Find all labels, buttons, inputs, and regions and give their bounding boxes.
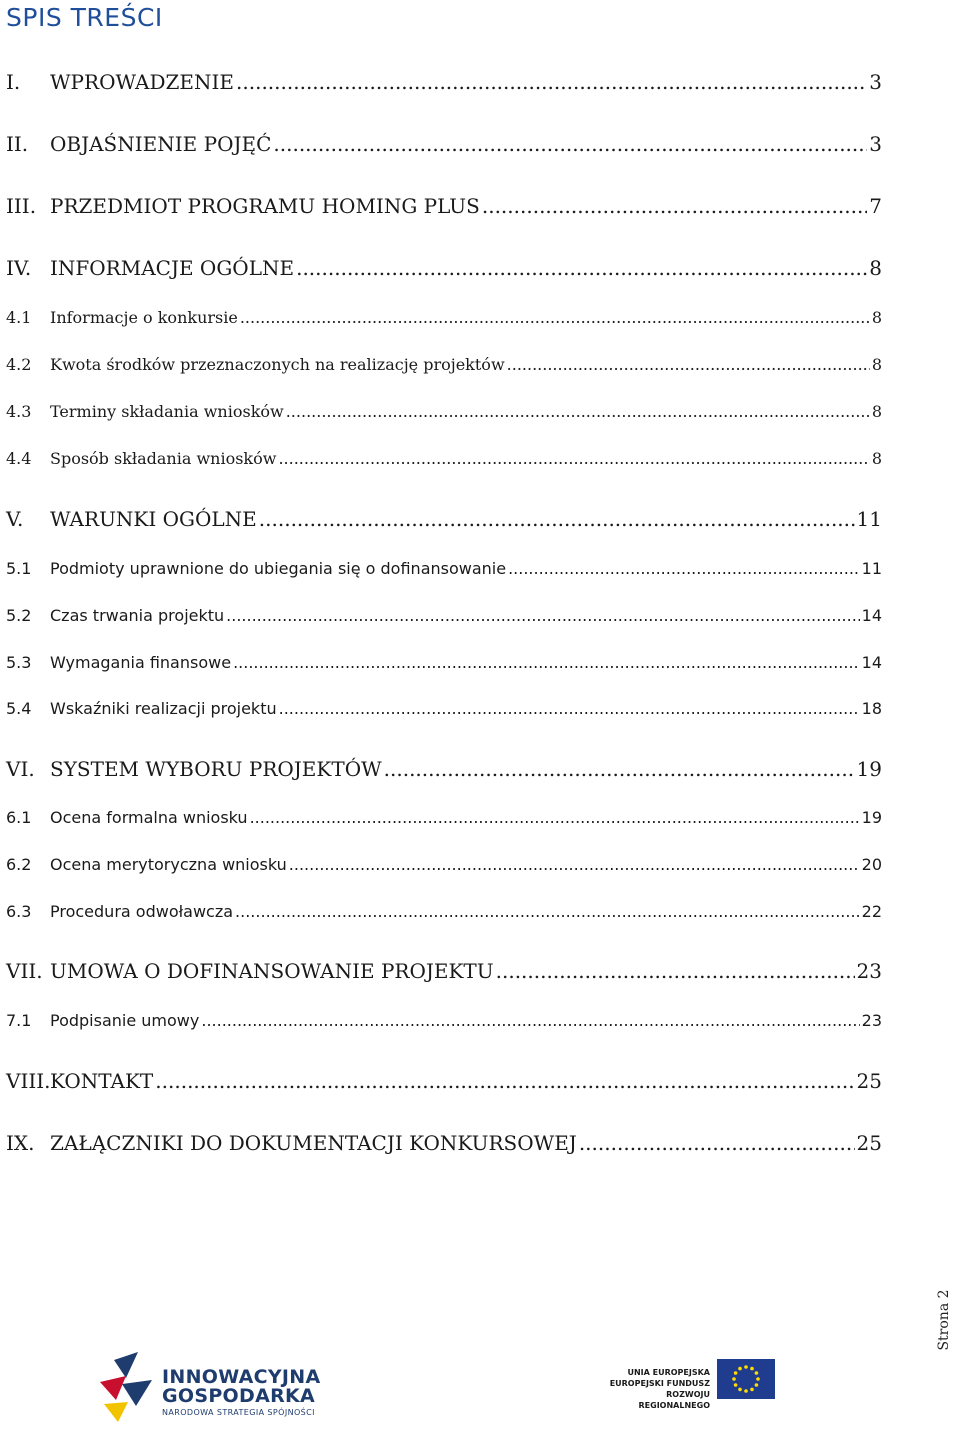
toc-entry-page: 8 xyxy=(871,402,882,421)
toc-entry-number: 6.2 xyxy=(6,855,32,874)
logo-line-2: GOSPODARKA xyxy=(162,1385,316,1407)
toc-entry-number: 4.2 xyxy=(6,355,32,374)
logo-line-1: INNOWACYJNA xyxy=(162,1366,321,1388)
dot-leader xyxy=(235,902,860,921)
toc-entry-page: 14 xyxy=(861,606,882,625)
toc-entry-page: 7 xyxy=(869,194,882,218)
toc-entry[interactable] xyxy=(6,1011,882,1030)
toc-entry-text: Czas trwania projektu xyxy=(50,606,225,625)
toc-entry-text: ZAŁĄCZNIKI DO DOKUMENTACJI KONKURSOWEJ xyxy=(50,1131,577,1155)
innowacyjna-gospodarka-mark-icon xyxy=(96,1352,154,1422)
toc-entry[interactable] xyxy=(6,449,882,468)
toc-entry-text: INFORMACJE OGÓLNE xyxy=(50,256,295,280)
toc-entry-page: 8 xyxy=(869,256,882,280)
toc-entry-number: 7.1 xyxy=(6,1011,32,1030)
toc-entry-text: OBJAŚNIENIE POJĘĆ xyxy=(50,132,272,156)
toc-entry-number: VII. xyxy=(6,959,43,983)
dot-leader xyxy=(155,1069,854,1093)
toc-entry[interactable] xyxy=(6,70,882,94)
toc-entry-number: III. xyxy=(6,194,37,218)
toc-entry-number: 4.4 xyxy=(6,449,32,468)
toc-entry[interactable] xyxy=(6,256,882,280)
toc-entry[interactable] xyxy=(6,959,882,983)
toc-entry-number: 5.1 xyxy=(6,559,32,578)
dot-leader xyxy=(286,402,870,421)
toc-entry-number: 5.4 xyxy=(6,699,32,718)
dot-leader xyxy=(579,1131,855,1155)
dot-leader xyxy=(236,70,867,94)
toc-entry[interactable] xyxy=(6,1069,882,1093)
toc-entry-text: WPROWADZENIE xyxy=(50,70,235,94)
toc-entry[interactable] xyxy=(6,855,882,874)
toc-entry-page: 8 xyxy=(871,449,882,468)
dot-leader xyxy=(233,653,860,672)
toc-entry-page: 23 xyxy=(861,1011,882,1030)
toc-entry-page: 25 xyxy=(856,1131,882,1155)
toc-entry-text: Podmioty uprawnione do ubiegania się o dofinansowanie xyxy=(50,559,507,578)
toc-entry[interactable] xyxy=(6,699,882,718)
toc-entry-number: I. xyxy=(6,70,21,94)
toc-entry-text: Sposób składania wniosków xyxy=(50,449,277,468)
eu-logo-line-2: EUROPEJSKI FUNDUSZ xyxy=(609,1379,710,1388)
toc-entry-text: SYSTEM WYBORU PROJEKTÓW xyxy=(50,757,382,781)
toc-entry-text: Procedura odwoławcza xyxy=(50,902,234,921)
eu-logo-line-1: UNIA EUROPEJSKA xyxy=(627,1368,710,1377)
toc-entry-number: IX. xyxy=(6,1131,35,1155)
toc-entry-page: 3 xyxy=(869,132,882,156)
toc-entry-text: Terminy składania wniosków xyxy=(50,402,284,421)
toc-entry-text: Podpisanie umowy xyxy=(50,1011,200,1030)
dot-leader xyxy=(507,355,870,374)
toc-entry-page: 20 xyxy=(861,855,882,874)
toc-entry[interactable] xyxy=(6,402,882,421)
dot-leader xyxy=(384,757,855,781)
dot-leader xyxy=(201,1011,859,1030)
dot-leader xyxy=(496,959,855,983)
toc-entry[interactable] xyxy=(6,902,882,921)
toc-entry-page: 14 xyxy=(861,653,882,672)
toc-entry-number: 6.3 xyxy=(6,902,32,921)
toc-entry-number: 5.3 xyxy=(6,653,32,672)
toc-entry-text: Ocena merytoryczna wniosku xyxy=(50,855,287,874)
toc-entry-text: Kwota środków przeznaczonych na realizację projektów xyxy=(50,355,505,374)
toc-entry-number: II. xyxy=(6,132,29,156)
page-number-marker xyxy=(932,1290,956,1350)
toc-entry[interactable] xyxy=(6,1131,882,1155)
logo-subline: NARODOWA STRATEGIA SPÓJNOŚCI xyxy=(162,1408,315,1417)
toc-entry-number: VIII. xyxy=(6,1069,51,1093)
eu-logo xyxy=(598,1357,784,1413)
toc-entry-page: 22 xyxy=(861,902,882,921)
toc-entry[interactable] xyxy=(6,132,882,156)
toc-entry-text: Wymagania finansowe xyxy=(50,653,232,672)
toc-entry[interactable] xyxy=(6,606,882,625)
toc-entry-text: KONTAKT xyxy=(50,1069,154,1093)
toc-entry-page: 19 xyxy=(861,808,882,827)
toc-entry-text: Informacje o konkursie xyxy=(50,308,238,327)
toc-entry-page: 23 xyxy=(856,959,882,983)
page-number-text: Strona 2 xyxy=(936,1289,952,1351)
toc-entry-number: 6.1 xyxy=(6,808,32,827)
toc-entry-number: 5.2 xyxy=(6,606,32,625)
toc-entry[interactable] xyxy=(6,507,882,531)
toc-entry[interactable] xyxy=(6,653,882,672)
toc-entry-text: UMOWA O DOFINANSOWANIE PROJEKTU xyxy=(50,959,494,983)
toc-entry-page: 19 xyxy=(856,757,882,781)
toc-entry-page: 11 xyxy=(856,507,882,531)
toc-entry[interactable] xyxy=(6,559,882,578)
toc-entry-number: 4.3 xyxy=(6,402,32,421)
toc-entry-page: 3 xyxy=(869,70,882,94)
dot-leader xyxy=(279,699,860,718)
toc-entry[interactable] xyxy=(6,355,882,374)
toc-entry-text: Ocena formalna wniosku xyxy=(50,808,248,827)
dot-leader xyxy=(273,132,867,156)
toc-entry-number: IV. xyxy=(6,256,32,280)
toc-entry[interactable] xyxy=(6,308,882,327)
toc-entry[interactable] xyxy=(6,757,882,781)
eu-flag-icon xyxy=(717,1359,775,1399)
dot-leader xyxy=(289,855,860,874)
innowacyjna-gospodarka-logo xyxy=(96,1352,326,1422)
dot-leader xyxy=(278,449,869,468)
dot-leader xyxy=(508,559,860,578)
eu-logo-line-3: ROZWOJU REGIONALNEGO xyxy=(638,1390,710,1410)
toc-entry-text: Wskaźniki realizacji projektu xyxy=(50,699,277,718)
toc-entry[interactable] xyxy=(6,808,882,827)
toc-entry-number: V. xyxy=(6,507,24,531)
toc-entry-page: 25 xyxy=(856,1069,882,1093)
dot-leader xyxy=(240,308,870,327)
toc-entry-number: VI. xyxy=(6,757,35,781)
dot-leader xyxy=(259,507,855,531)
dot-leader xyxy=(226,606,859,625)
dot-leader xyxy=(250,808,860,827)
dot-leader xyxy=(296,256,867,280)
dot-leader xyxy=(482,194,867,218)
toc-entry-number: 4.1 xyxy=(6,308,32,327)
toc-entry-page: 8 xyxy=(871,308,882,327)
toc-entry[interactable] xyxy=(6,194,882,218)
toc-entry-text: PRZEDMIOT PROGRAMU HOMING PLUS xyxy=(50,194,480,218)
toc-entry-page: 8 xyxy=(871,355,882,374)
toc-entry-page: 18 xyxy=(861,699,882,718)
eu-logo-text xyxy=(598,1367,710,1411)
toc-title: SPIS TREŚCI xyxy=(6,3,163,32)
toc-entry-page: 11 xyxy=(861,559,882,578)
toc-entry-text: WARUNKI OGÓLNE xyxy=(50,507,257,531)
